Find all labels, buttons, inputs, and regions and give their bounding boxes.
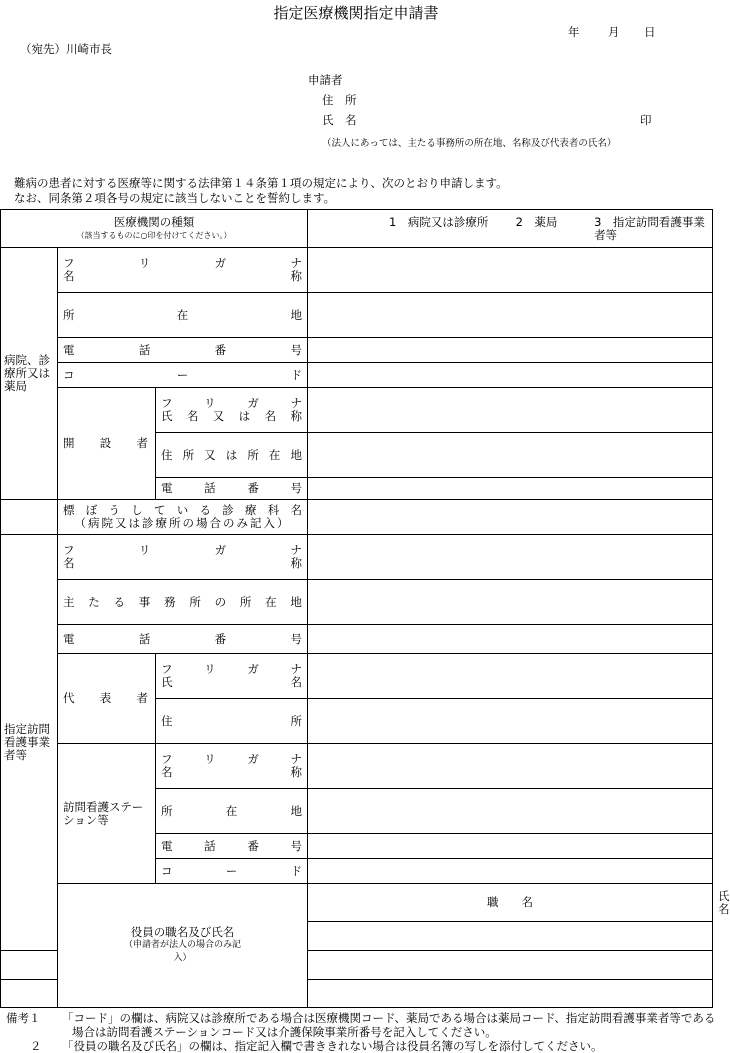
officer-name-field[interactable] — [308, 951, 713, 980]
officers-label: 役員の職名及び氏名 — [130, 925, 235, 939]
corp-note: （法人にあっては、主たる事務所の所在地、名称及び代表者の氏名） — [322, 138, 617, 149]
provider-name-field[interactable] — [308, 535, 713, 580]
station-name-label: フ リ ガ ナ 名 称 — [156, 744, 308, 789]
founder-address-label: 住 所 又 は 所 在 地 — [156, 433, 308, 478]
station-phone-field[interactable] — [308, 834, 713, 859]
station-phone-label: 電 話 番 号 — [156, 834, 308, 859]
seal-mark: 印 — [640, 113, 652, 127]
officer-name-field[interactable] — [308, 980, 713, 1008]
option-hospital[interactable]: 1 病院又は診療所 — [389, 214, 489, 229]
station-code-label: コ ー ド — [156, 859, 308, 884]
station-code-field[interactable] — [308, 859, 713, 884]
officers-label-cell: 役員の職名及び氏名 （申請者が法人の場合のみ記 入） — [58, 884, 308, 1008]
founder-address-field[interactable] — [308, 433, 713, 478]
notes — [6, 1011, 715, 1053]
applicant-address-label: 住 所 — [322, 93, 357, 107]
date-year: 年 — [568, 25, 580, 39]
section-hospital-label: 病院、診 療所又は 薬局 — [1, 248, 58, 500]
founder-name-label: フ リ ガ ナ 氏 名 又 は 名 称 — [156, 388, 308, 433]
institution-type-sub: （該当するものに○印を付けてください。） — [76, 230, 232, 240]
main-office-label: 主 た る 事 務 所 の 所 在 地 — [58, 580, 308, 625]
note-1-line-2: 場合は訪問看護ステーションコード又は介護保険事業所番号を記入してください。 — [72, 1025, 497, 1039]
hospital-phone-field[interactable] — [308, 338, 713, 363]
station-location-field[interactable] — [308, 789, 713, 834]
date-day: 日 — [644, 25, 656, 39]
intro-line-2: なお、同条第２項各号の規定に該当しないことを誓約します。 — [14, 191, 336, 205]
hospital-phone-label: 電 話 番 号 — [58, 338, 308, 363]
department-field[interactable] — [308, 500, 713, 535]
founder-phone-field[interactable] — [308, 478, 713, 500]
application-form-table: 医療機関の種類 （該当するものに○印を付けてください。） 1 病院又は診療所 2 薬局 3 指定訪問看護事業者等 病院、診 療所又は 薬局 フ リ ガ ナ 名 称 所 在 地 電 話 番 号 コ ー ド 開 設 者 フ リ ガ ナ 氏 名 又 は 名 称 住 所 又 は 所 在 地 電 話 番 号 標 ぼ う し て い る 診 療 科 名 （病院又は診療所の場合のみ記入） 指定訪問 看護事業 者等 フ リ ガ ナ 名 称 主 た る 事 務 所 の 所 在 地 電 話 番 号 代 表 者 フ リ ガ ナ 氏 名 住 所 訪問看護ステー ション等 フ リ ガ ナ 名 称 所 在 地 電 話 番 号 コ ー ド 役員の職名及び氏名 （申請者が法人の場合のみ記 入） 職 名 氏 名 — [0, 209, 713, 1008]
institution-type-label: 医療機関の種類 — [113, 214, 195, 229]
note-2-text: 「役員の職名及び氏名」の欄は、指定記入欄で書ききれない場合は役員名簿の写しを添付してください。 — [62, 1039, 603, 1053]
department-label: 標 ぼ う し て い る 診 療 科 名 （病院又は診療所の場合のみ記入） — [58, 500, 308, 535]
institution-type-options — [308, 210, 713, 248]
founder-phone-label: 電 話 番 号 — [156, 478, 308, 500]
main-office-field[interactable] — [308, 580, 713, 625]
officer-title-header: 職 名 — [308, 884, 713, 922]
note-1-line-1: 「コード」の欄は、病院又は診療所である場合は医療機関コード、薬局である場合は薬局コード、指定訪問看護事業者等である — [62, 1011, 716, 1025]
provider-phone-field[interactable] — [308, 625, 713, 654]
officer-title-field[interactable] — [1, 951, 58, 980]
provider-phone-label: 電 話 番 号 — [58, 625, 308, 654]
representative-name-field[interactable] — [308, 654, 713, 699]
institution-type-row — [1, 210, 713, 248]
hospital-code-field[interactable] — [308, 363, 713, 388]
station-location-label: 所 在 地 — [156, 789, 308, 834]
institution-type-label-cell — [1, 210, 308, 248]
representative-address-label: 住 所 — [156, 699, 308, 744]
representative-label: 代 表 者 — [58, 654, 156, 744]
representative-name-label: フ リ ガ ナ 氏 名 — [156, 654, 308, 699]
representative-address-field[interactable] — [308, 699, 713, 744]
hospital-name-field[interactable] — [308, 248, 713, 293]
provider-name-label: フ リ ガ ナ 名 称 — [58, 535, 308, 580]
option-home-nursing[interactable]: 3 指定訪問看護事業者等 — [594, 214, 705, 242]
note-1-mark: 備考１ — [6, 1011, 41, 1025]
applicant-label: 申請者 — [308, 73, 343, 87]
founder-name-field[interactable] — [308, 388, 713, 433]
station-label: 訪問看護ステー ション等 — [58, 744, 156, 884]
note-2-mark: ２ — [30, 1039, 42, 1053]
applicant-name-label: 氏 名 — [322, 113, 357, 127]
date-month: 月 — [608, 25, 620, 39]
hospital-location-field[interactable] — [308, 293, 713, 338]
founder-label: 開 設 者 — [58, 388, 156, 500]
section-home-nursing-label: 指定訪問 看護事業 者等 — [1, 535, 58, 951]
hospital-location-label: 所 在 地 — [58, 293, 308, 338]
page-title: 指定医療機関指定申請書 — [273, 4, 439, 22]
officer-title-field[interactable] — [1, 980, 58, 1008]
hospital-code-label: コ ー ド — [58, 363, 308, 388]
officer-title-field[interactable] — [308, 922, 713, 951]
intro-line-1: 難病の患者に対する医療等に関する法律第１４条第１項の規定により、次のとおり申請します。 — [14, 176, 508, 190]
addressee: （宛先）川崎市長 — [20, 42, 112, 56]
hospital-name-label: フ リ ガ ナ 名 称 — [58, 248, 308, 293]
station-name-field[interactable] — [308, 744, 713, 789]
option-pharmacy[interactable]: 2 薬局 — [515, 214, 558, 229]
